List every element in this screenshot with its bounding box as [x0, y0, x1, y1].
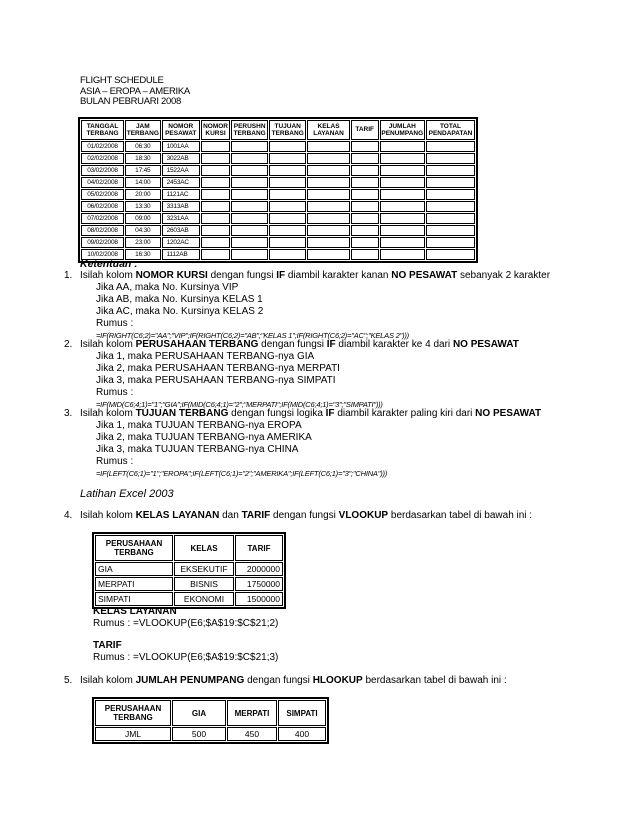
tarif-block	[93, 640, 278, 664]
column-header-line: TARIF	[355, 126, 375, 134]
item-number: 4.	[64, 510, 73, 521]
empty-cell	[426, 237, 475, 248]
table-row	[81, 249, 475, 260]
company-cell: SIMPATI	[95, 592, 173, 606]
empty-cell	[307, 249, 350, 260]
instruction-intro	[80, 510, 532, 522]
keyword: TUJUAN TERBANG	[135, 408, 229, 419]
text-segment: dengan fungsi	[207, 270, 277, 281]
table-row	[81, 153, 475, 164]
keyword: NO PESAWAT	[452, 339, 519, 350]
empty-cell	[426, 225, 475, 236]
empty-cell	[307, 141, 350, 152]
empty-cell	[307, 213, 350, 224]
column-header-line: PENUMPANG	[381, 130, 424, 137]
keyword: NO PESAWAT	[475, 408, 542, 419]
text-segment: berdasarkan tabel di bawah ini :	[362, 675, 507, 686]
keyword: NOMOR KURSI	[135, 270, 208, 281]
column-header: SIMPATI	[278, 700, 326, 726]
date-cell: 10/02/2008	[81, 249, 124, 260]
empty-cell	[426, 249, 475, 260]
column-header: GIA	[172, 700, 226, 726]
column-header-line: PESAWAT	[165, 130, 197, 137]
empty-cell	[269, 177, 306, 188]
empty-cell	[307, 153, 350, 164]
empty-cell	[201, 237, 230, 248]
table-row	[81, 177, 475, 188]
empty-cell	[201, 165, 230, 176]
empty-cell	[351, 165, 379, 176]
column-header-line: TERBANG	[86, 130, 119, 137]
flight-number-cell: 1522AA	[162, 165, 200, 176]
instruction-intro	[80, 339, 519, 351]
text-segment: dengan fungsi	[270, 510, 339, 521]
empty-cell	[269, 141, 306, 152]
ketentuan-title: Ketentuan :	[80, 258, 138, 270]
keyword: TARIF	[241, 510, 271, 521]
jumlah-penumpang-table	[92, 697, 329, 744]
formula: =IF(LEFT(C6;1)="1";"EROPA";IF(LEFT(C6;1)="2";"AMERIKA";IF(LEFT(C6;1)="3";"CHINA")))	[96, 469, 388, 478]
empty-cell	[351, 141, 379, 152]
time-cell: 20:00	[125, 189, 161, 200]
item-number: 2.	[64, 339, 73, 350]
column-header	[426, 120, 475, 140]
latihan-title: Latihan Excel 2003	[80, 488, 174, 500]
column-header	[307, 120, 350, 140]
instruction-line: Jika 3, maka PERUSAHAAN TERBANG-nya SIMPATI	[96, 375, 336, 386]
column-header	[125, 120, 161, 140]
flight-number-cell: 3313AB	[162, 201, 200, 212]
header-title: FLIGHT SCHEDULE	[80, 75, 164, 86]
flight-number-cell: 1121AC	[162, 189, 200, 200]
empty-cell	[351, 213, 379, 224]
table-row	[81, 165, 475, 176]
empty-cell	[351, 201, 379, 212]
text-segment: dan	[219, 510, 242, 521]
empty-cell	[269, 213, 306, 224]
time-cell: 17:45	[125, 165, 161, 176]
table-row	[81, 201, 475, 212]
empty-cell	[231, 189, 268, 200]
text-segment: Isilah kolom	[80, 339, 136, 350]
instruction-line: Rumus :	[96, 387, 134, 398]
empty-cell	[231, 249, 268, 260]
column-header-line: JAM	[135, 122, 150, 130]
kelas-layanan-block	[93, 606, 278, 630]
text-segment: diambil karakter ke 4 dari	[335, 339, 453, 350]
header-month: BULAN PEBRUARI 2008	[80, 96, 181, 107]
empty-cell	[351, 189, 379, 200]
instruction-intro	[80, 675, 507, 687]
instruction-intro	[80, 408, 541, 420]
text-segment: diambil karakter kanan	[285, 270, 392, 281]
empty-cell	[426, 213, 475, 224]
keyword: PERUSAHAAN TERBANG	[135, 339, 259, 350]
keyword: KELAS LAYANAN	[135, 510, 220, 521]
empty-cell	[380, 201, 425, 212]
text-segment: Isilah kolom	[80, 675, 136, 686]
item-number: 5.	[64, 675, 73, 686]
text-segment: Isilah kolom	[80, 510, 136, 521]
instruction-line: Jika AA, maka No. Kursinya VIP	[96, 282, 239, 293]
column-header: TARIF	[235, 535, 283, 561]
tariff-cell: 1500000	[235, 592, 283, 606]
time-cell: 14:00	[125, 177, 161, 188]
instruction-3	[64, 408, 542, 480]
column-header-line: KURSI	[205, 130, 226, 137]
text-segment: Isilah kolom	[80, 408, 136, 419]
empty-cell	[426, 141, 475, 152]
column-header-line: KELAS	[317, 122, 340, 130]
empty-cell	[426, 189, 475, 200]
empty-cell	[426, 165, 475, 176]
empty-cell	[380, 249, 425, 260]
item-number: 3.	[64, 408, 73, 419]
company-cell: GIA	[95, 562, 173, 576]
tariff-cell: 2000000	[235, 562, 283, 576]
empty-cell	[201, 225, 230, 236]
date-cell: 05/02/2008	[81, 189, 124, 200]
time-cell: 09:00	[125, 213, 161, 224]
column-header: KELAS	[174, 535, 234, 561]
count-cell: 500	[172, 727, 226, 741]
empty-cell	[231, 153, 268, 164]
tariff-cell: 1750000	[235, 577, 283, 591]
empty-cell	[351, 177, 379, 188]
text-segment: Isilah kolom	[80, 270, 136, 281]
row-label-cell: JML	[95, 727, 171, 741]
table-header-row	[81, 120, 475, 140]
column-header-line: TERBANG	[233, 130, 266, 137]
empty-cell	[307, 225, 350, 236]
text-segment: sebanyak 2 karakter	[457, 270, 551, 281]
item-number: 1.	[64, 270, 73, 281]
company-cell: MERPATI	[95, 577, 173, 591]
keyword: IF	[326, 339, 336, 350]
empty-cell	[269, 189, 306, 200]
column-header: PERUSAHAAN TERBANG	[95, 700, 171, 726]
instruction-intro	[80, 270, 550, 282]
text-segment: dengan fungsi logika	[228, 408, 326, 419]
empty-cell	[307, 189, 350, 200]
time-cell: 18:30	[125, 153, 161, 164]
table-row	[81, 225, 475, 236]
empty-cell	[380, 165, 425, 176]
header-route: ASIA – EROPA – AMERIKA	[80, 85, 190, 97]
kelas-tarif-table	[92, 532, 286, 609]
empty-cell	[426, 201, 475, 212]
text-segment: dengan fungsi	[258, 339, 327, 350]
column-header-line: TERBANG	[126, 130, 159, 137]
empty-cell	[307, 177, 350, 188]
table-row	[95, 592, 283, 606]
empty-cell	[380, 189, 425, 200]
instruction-line: Jika 3, maka TUJUAN TERBANG-nya CHINA	[96, 444, 299, 455]
kelas-layanan-rumus: Rumus : =VLOOKUP(E6;$A$19:$C$21;2)	[93, 618, 279, 629]
instruction-4	[64, 510, 533, 522]
time-cell: 16:30	[125, 249, 161, 260]
empty-cell	[380, 141, 425, 152]
empty-cell	[307, 165, 350, 176]
empty-cell	[201, 153, 230, 164]
empty-cell	[201, 249, 230, 260]
table-row	[81, 141, 475, 152]
instruction-line: Jika 2, maka PERUSAHAAN TERBANG-nya MERPATI	[96, 363, 340, 374]
empty-cell	[231, 165, 268, 176]
column-header-line: TUJUAN	[274, 122, 301, 130]
instruction-2	[64, 339, 519, 411]
empty-cell	[380, 177, 425, 188]
empty-cell	[201, 189, 230, 200]
table-row	[95, 562, 283, 576]
instruction-line: Jika AC, maka No. Kursinya KELAS 2	[96, 306, 264, 317]
table-row	[81, 189, 475, 200]
empty-cell	[351, 153, 379, 164]
empty-cell	[426, 153, 475, 164]
date-cell: 06/02/2008	[81, 201, 124, 212]
date-cell: 04/02/2008	[81, 177, 124, 188]
empty-cell	[231, 201, 268, 212]
keyword: VLOOKUP	[338, 510, 389, 521]
date-cell: 02/02/2008	[81, 153, 124, 164]
kelas-layanan-title: KELAS LAYANAN	[93, 606, 177, 617]
keyword: IF	[325, 408, 335, 419]
instruction-line: Jika 1, maka TUJUAN TERBANG-nya EROPA	[96, 420, 302, 431]
table-row	[95, 577, 283, 591]
empty-cell	[231, 177, 268, 188]
time-cell: 06:30	[125, 141, 161, 152]
empty-cell	[201, 213, 230, 224]
empty-cell	[231, 141, 268, 152]
count-cell: 400	[278, 727, 326, 741]
empty-cell	[201, 201, 230, 212]
flight-number-cell: 3022AB	[162, 153, 200, 164]
empty-cell	[269, 237, 306, 248]
column-header-line: PERUSHN	[233, 122, 266, 130]
date-cell: 01/02/2008	[81, 141, 124, 152]
column-header	[380, 120, 425, 140]
date-cell: 07/02/2008	[81, 213, 124, 224]
column-header	[269, 120, 306, 140]
column-header-line: NOMOR	[203, 122, 228, 130]
column-header-line: TERBANG	[271, 130, 304, 137]
column-header: PERUSAHAAN TERBANG	[95, 535, 173, 561]
empty-cell	[380, 237, 425, 248]
count-cell: 450	[227, 727, 277, 741]
text-segment: diambil karakter paling kiri dari	[334, 408, 476, 419]
document-header	[80, 76, 190, 108]
column-header-line: LAYANAN	[313, 130, 344, 137]
column-header-line: PENDAPATAN	[428, 130, 473, 137]
empty-cell	[380, 213, 425, 224]
column-header-line: TANGGAL	[86, 122, 119, 130]
tarif-title: TARIF	[93, 640, 122, 651]
keyword: HLOOKUP	[312, 675, 363, 686]
flight-number-cell: 1202AC	[162, 237, 200, 248]
class-cell: EKSEKUTIF	[174, 562, 234, 576]
table-row	[81, 213, 475, 224]
text-segment: berdasarkan tabel di bawah ini :	[388, 510, 533, 521]
empty-cell	[380, 225, 425, 236]
flight-number-cell: 2603AB	[162, 225, 200, 236]
empty-cell	[269, 153, 306, 164]
column-header	[351, 120, 379, 140]
column-header	[162, 120, 200, 140]
flight-number-cell: 1001AA	[162, 141, 200, 152]
table-row	[81, 237, 475, 248]
empty-cell	[307, 201, 350, 212]
time-cell: 04:30	[125, 225, 161, 236]
keyword: NO PESAWAT	[391, 270, 458, 281]
flight-number-cell: 3231AA	[162, 213, 200, 224]
instruction-5	[64, 675, 507, 687]
empty-cell	[201, 141, 230, 152]
empty-cell	[380, 153, 425, 164]
date-cell: 09/02/2008	[81, 237, 124, 248]
formula: =IF(RIGHT(C6;2)="AA";"VIP";IF(RIGHT(C6;2)="AB";"KELAS 1";IF(RIGHT(C6;2)="AC";"KELAS 2")))	[96, 331, 409, 340]
instruction-line: Jika 1, maka PERUSAHAAN TERBANG-nya GIA	[96, 351, 315, 362]
empty-cell	[269, 225, 306, 236]
flight-number-cell: 2453AC	[162, 177, 200, 188]
instruction-line: Rumus :	[96, 456, 134, 467]
flight-schedule-table	[78, 117, 478, 263]
empty-cell	[231, 225, 268, 236]
instruction-line: Rumus :	[96, 318, 134, 329]
formula: =IF(MID(C6;4;1)="1";"GIA";IF(MID(C6;4;1)="2";"MERPATI";IF(MID(C6;4;1)="3";"SIMPATI")))	[96, 400, 383, 409]
empty-cell	[269, 201, 306, 212]
class-cell: BISNIS	[174, 577, 234, 591]
empty-cell	[231, 237, 268, 248]
flight-number-cell: 1112AB	[162, 249, 200, 260]
column-header: MERPATI	[227, 700, 277, 726]
empty-cell	[426, 177, 475, 188]
column-header	[231, 120, 268, 140]
column-header-line: JUMLAH	[388, 122, 416, 130]
column-header-line: NOMOR	[168, 122, 194, 130]
empty-cell	[269, 165, 306, 176]
column-header	[81, 120, 124, 140]
empty-cell	[351, 237, 379, 248]
column-header	[201, 120, 230, 140]
instruction-line: Jika AB, maka No. Kursinya KELAS 1	[96, 294, 263, 305]
empty-cell	[231, 213, 268, 224]
column-header-line: TOTAL	[439, 122, 462, 130]
keyword: JUMLAH PENUMPANG	[135, 675, 245, 686]
empty-cell	[351, 225, 379, 236]
empty-cell	[201, 177, 230, 188]
empty-cell	[307, 237, 350, 248]
empty-cell	[351, 249, 379, 260]
time-cell: 23:00	[125, 237, 161, 248]
date-cell: 03/02/2008	[81, 165, 124, 176]
class-cell: EKONOMI	[174, 592, 234, 606]
instruction-1	[64, 270, 551, 342]
time-cell: 13:30	[125, 201, 161, 212]
tarif-rumus: Rumus : =VLOOKUP(E6;$A$19:$C$21;3)	[93, 652, 279, 663]
empty-cell	[269, 249, 306, 260]
keyword: IF	[276, 270, 286, 281]
text-segment: dengan fungsi	[244, 675, 313, 686]
date-cell: 08/02/2008	[81, 225, 124, 236]
instruction-line: Jika 2, maka TUJUAN TERBANG-nya AMERIKA	[96, 432, 312, 443]
